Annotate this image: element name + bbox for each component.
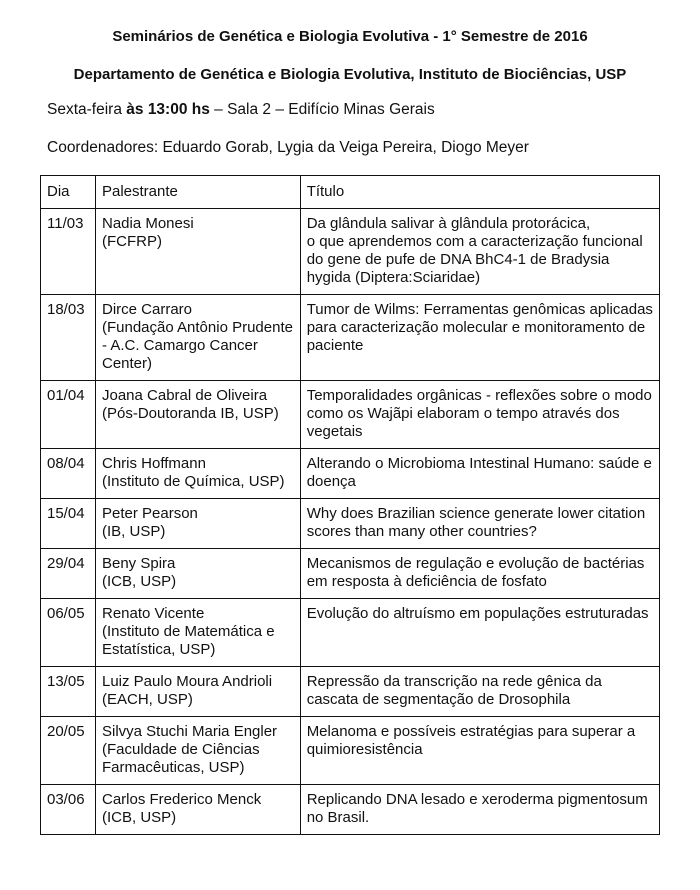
cell-speaker: Luiz Paulo Moura Andrioli (EACH, USP) bbox=[95, 667, 300, 717]
cell-date: 03/06 bbox=[41, 785, 96, 835]
cell-title: Temporalidades orgânicas - reflexões sobre o modo como os Wajãpi elaboram o tempo através dos vegetais bbox=[300, 381, 659, 449]
cell-title: Melanoma e possíveis estratégias para superar a quimioresistência bbox=[300, 717, 659, 785]
cell-title: Evolução do altruísmo em populações estruturadas bbox=[300, 599, 659, 667]
cell-title: Replicando DNA lesado e xeroderma pigmentosum no Brasil. bbox=[300, 785, 659, 835]
cell-date: 01/04 bbox=[41, 381, 96, 449]
column-header-date: Dia bbox=[41, 176, 96, 209]
cell-date: 15/04 bbox=[41, 499, 96, 549]
cell-speaker: Dirce Carraro (Fundação Antônio Prudente - A.C. Camargo Cancer Center) bbox=[95, 295, 300, 381]
table-row bbox=[41, 785, 660, 835]
table-row bbox=[41, 499, 660, 549]
cell-title: Da glândula salivar à glândula protorácica, o que aprendemos com a caracterização funcional do gene de pufe de DNA BhC4-1 de Bradysia hygida (Diptera:Sciaridae) bbox=[300, 209, 659, 295]
schedule-line bbox=[47, 101, 435, 119]
cell-speaker: Renato Vicente (Instituto de Matemática e Estatística, USP) bbox=[95, 599, 300, 667]
schedule-place: – Sala 2 – Edifício Minas Gerais bbox=[209, 101, 435, 118]
table-row bbox=[41, 717, 660, 785]
table-row bbox=[41, 549, 660, 599]
cell-date: 20/05 bbox=[41, 717, 96, 785]
document-title: Seminários de Genética e Biologia Evolutiva - 1° Semestre de 2016 bbox=[112, 28, 588, 45]
department-heading: Departamento de Genética e Biologia Evolutiva, Instituto de Biociências, USP bbox=[73, 66, 627, 83]
cell-title: Mecanismos de regulação e evolução de bactérias em resposta à deficiência de fosfato bbox=[300, 549, 659, 599]
cell-title: Why does Brazilian science generate lower citation scores than many other countries? bbox=[300, 499, 659, 549]
table-header-row bbox=[41, 176, 660, 209]
cell-speaker: Silvya Stuchi Maria Engler (Faculdade de Ciências Farmacêuticas, USP) bbox=[95, 717, 300, 785]
table-row bbox=[41, 295, 660, 381]
schedule-time: às 13:00 hs bbox=[126, 101, 210, 118]
column-header-title: Título bbox=[300, 176, 659, 209]
table-row bbox=[41, 381, 660, 449]
cell-title: Repressão da transcrição na rede gênica da cascata de segmentação de Drosophila bbox=[300, 667, 659, 717]
cell-speaker: Beny Spira (ICB, USP) bbox=[95, 549, 300, 599]
cell-date: 13/05 bbox=[41, 667, 96, 717]
cell-speaker: Carlos Frederico Menck (ICB, USP) bbox=[95, 785, 300, 835]
column-header-speaker: Palestrante bbox=[95, 176, 300, 209]
cell-title: Tumor de Wilms: Ferramentas genômicas aplicadas para caracterização molecular e monitoramento de paciente bbox=[300, 295, 659, 381]
cell-speaker: Joana Cabral de Oliveira (Pós-Doutoranda IB, USP) bbox=[95, 381, 300, 449]
cell-date: 29/04 bbox=[41, 549, 96, 599]
cell-speaker: Chris Hoffmann (Instituto de Química, USP) bbox=[95, 449, 300, 499]
table-row bbox=[41, 667, 660, 717]
table-row bbox=[41, 449, 660, 499]
seminar-schedule-table bbox=[40, 175, 660, 835]
cell-date: 06/05 bbox=[41, 599, 96, 667]
cell-speaker: Nadia Monesi (FCFRP) bbox=[95, 209, 300, 295]
cell-date: 11/03 bbox=[41, 209, 96, 295]
cell-date: 08/04 bbox=[41, 449, 96, 499]
cell-date: 18/03 bbox=[41, 295, 96, 381]
cell-title: Alterando o Microbioma Intestinal Humano: saúde e doença bbox=[300, 449, 659, 499]
schedule-day: Sexta-feira bbox=[47, 101, 127, 118]
coordinators-line: Coordenadores: Eduardo Gorab, Lygia da Veiga Pereira, Diogo Meyer bbox=[47, 139, 529, 156]
table-row bbox=[41, 599, 660, 667]
table-row bbox=[41, 209, 660, 295]
cell-speaker: Peter Pearson (IB, USP) bbox=[95, 499, 300, 549]
